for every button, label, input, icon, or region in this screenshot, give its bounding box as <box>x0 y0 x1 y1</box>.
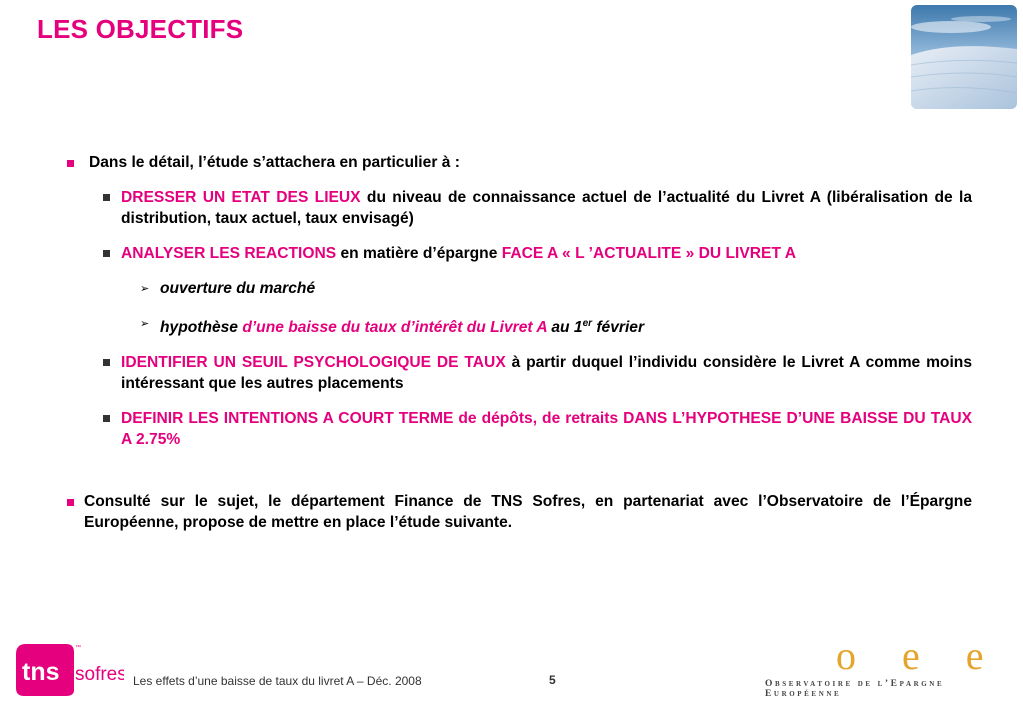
square-bullet-icon <box>103 250 110 257</box>
objective-item-3 <box>60 352 972 394</box>
arrow-bullet-icon: ➢ <box>140 283 150 295</box>
oee-logo-letters: o e e <box>836 633 1002 678</box>
objective-2-highlight: ANALYSER LES REACTIONS <box>121 245 337 262</box>
sub-item-2-suffix: février <box>592 319 645 337</box>
objective-item-4 <box>60 408 972 450</box>
sub-item-2 <box>60 313 972 338</box>
square-bullet-icon <box>67 160 74 167</box>
objectives-content <box>60 152 972 533</box>
objective-3-highlight: IDENTIFIER UN SEUIL PSYCHOLOGIQUE DE TAUX <box>121 354 506 372</box>
sky-desert-image <box>911 5 1017 109</box>
conclusion-text: Consulté sur le sujet, le département Finance de TNS Sofres, en partenariat avec l’Observatoire de l’Épargne Européenne, propose de mettre en place l’étude suivante. <box>84 493 972 532</box>
objective-2-text: en matière d’épargne <box>336 245 502 262</box>
sub-item-2-highlight: d’une baisse du taux d’intérêt du Livret A <box>242 319 548 337</box>
objective-1-highlight: DRESSER UN ETAT DES LIEUX <box>121 189 361 206</box>
objective-1-text: du niveau de connaissance actuel de l’actualité du Livret A (libéralisation de la distribution, taux actuel, taux envisagé) <box>121 189 972 227</box>
tns-logo-text: tns <box>22 658 60 686</box>
intro-bullet <box>60 152 972 173</box>
tns-tm-mark: ™ <box>75 645 81 651</box>
square-bullet-icon <box>103 415 110 422</box>
intro-text: Dans le détail, l’étude s’attachera en particulier à : <box>89 154 460 171</box>
square-bullet-icon <box>67 499 74 506</box>
sub-item-1 <box>60 278 972 299</box>
objective-4-highlight: DEFINIR LES INTENTIONS A COURT TERME de dépôts, de retraits DANS L’HYPOTHESE D’UNE BAISSE DU TAUX A 2.75% <box>121 410 972 449</box>
page-number: 5 <box>549 673 556 687</box>
footer-caption: Les effets d’une baisse de taux du livret A – Déc. 2008 <box>133 674 422 688</box>
conclusion-bullet <box>60 491 972 533</box>
objective-item-2 <box>60 243 972 264</box>
sub-item-2-mid: au 1 <box>547 319 583 337</box>
sub-item-2-superscript: er <box>582 318 593 329</box>
sofres-logo-text: sofres <box>75 664 124 685</box>
page-title: LES OBJECTIFS <box>37 14 244 44</box>
arrow-bullet-icon: ➢ <box>140 318 150 330</box>
objective-2-highlight-2: FACE A « L ’ACTUALITE » DU LIVRET A <box>501 245 796 262</box>
oee-logo-subtitle: Observatoire de l’Epargne Européenne <box>765 679 945 699</box>
sub-item-2-prefix: hypothèse <box>160 319 243 337</box>
objective-item-1 <box>60 187 972 229</box>
square-bullet-icon <box>103 359 110 366</box>
tns-sofres-logo <box>14 640 124 698</box>
square-bullet-icon <box>103 194 110 201</box>
objective-3-text: à partir duquel l’individu considère le Livret A comme moins intéressant que les autres placements <box>121 354 972 393</box>
sub-item-1-text: ouverture du marché <box>160 280 316 297</box>
